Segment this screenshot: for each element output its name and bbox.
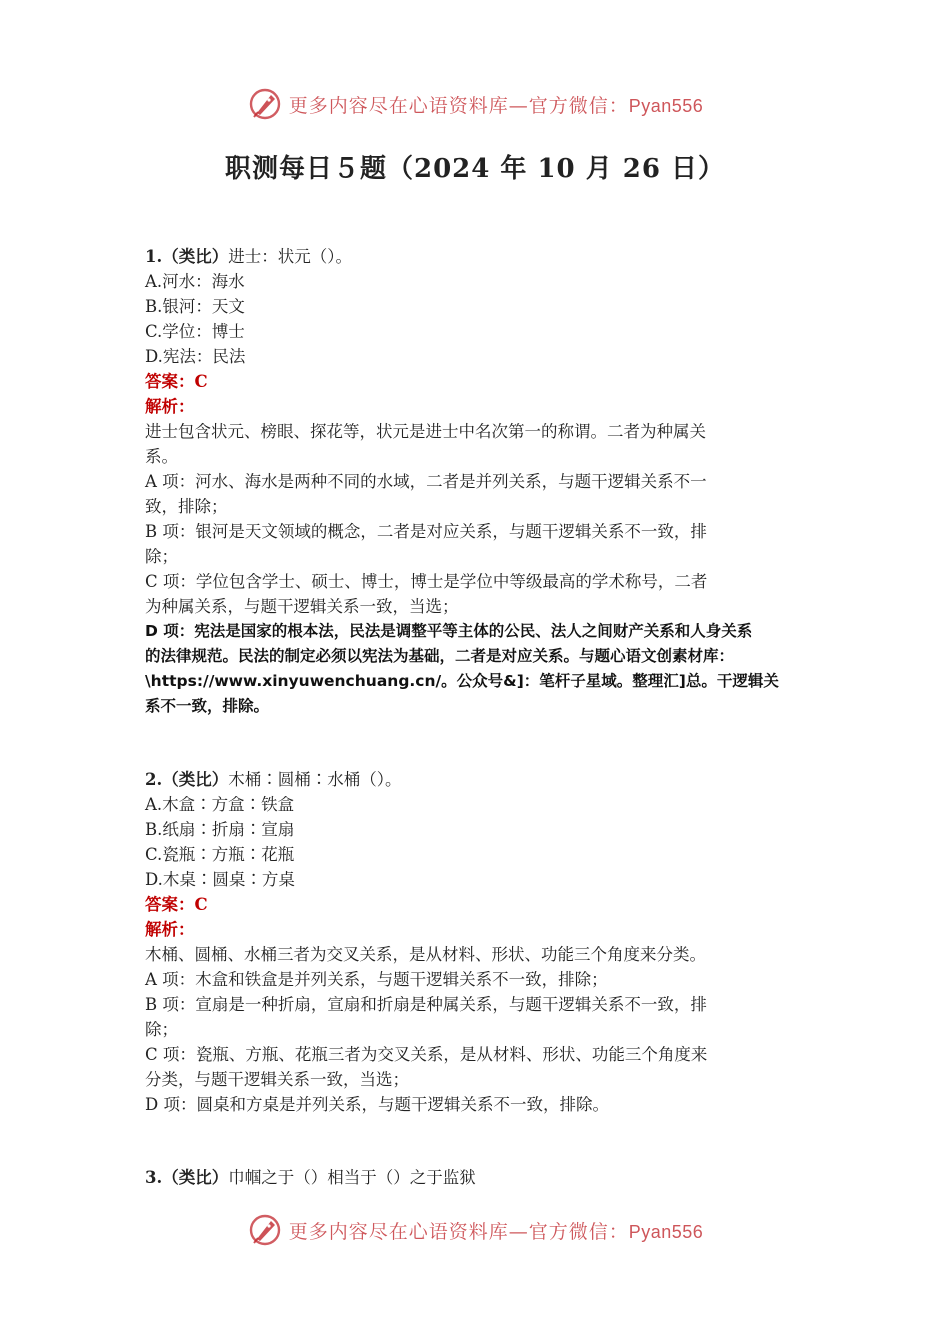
analysis-line: A 项：木盒和铁盒是并列关系，与题干逻辑关系不一致，排除； <box>145 970 608 989</box>
page-title: 职测每日５题（2024 年 10 月 26 日） <box>225 154 725 184</box>
question-stem: 1.（类比）进士：状元（）。 <box>145 247 352 266</box>
option-d: D.宪法：民法 <box>145 347 246 366</box>
analysis-line: B 项：银河是天文领域的概念，二者是对应关系，与题干逻辑关系不一致，排 <box>145 522 707 541</box>
option-d: D.木桌∶圆桌∶方桌 <box>145 870 295 889</box>
question-number: 3.（类比） <box>145 1168 229 1187</box>
analysis-line: 系。 <box>145 447 178 466</box>
analysis-label: 解析： <box>145 920 195 939</box>
analysis-line: 木桶、圆桶、水桶三者为交叉关系，是从材料、形状、功能三个角度来分类。 <box>145 945 706 964</box>
analysis-line: 除； <box>145 1020 178 1039</box>
analysis-line: 系不一致，排除。 <box>145 697 270 715</box>
analysis-line: 进士包含状元、榜眼、探花等，状元是进士中名次第一的称谓。二者为种属关 <box>145 422 706 441</box>
header-watermark <box>0 86 950 122</box>
question-stem: 3.（类比）巾帼之于（）相当于（）之于监狱 <box>145 1168 476 1187</box>
analysis-line: C 项：瓷瓶、方瓶、花瓶三者为交叉关系，是从材料、形状、功能三个角度来 <box>145 1045 708 1064</box>
option-b: B.银河：天文 <box>145 297 245 316</box>
analysis-line: D 项：圆桌和方桌是并列关系，与题干逻辑关系不一致，排除。 <box>145 1095 609 1114</box>
question-number: 1.（类比） <box>145 247 229 266</box>
analysis-line: 分类，与题干逻辑关系一致，当选； <box>145 1070 409 1089</box>
analysis-line: B 项：宣扇是一种折扇，宣扇和折扇是种属关系，与题干逻辑关系不一致，排 <box>145 995 707 1014</box>
answer: 答案：C <box>145 895 208 914</box>
wechat-id: Pyan556 <box>628 1221 704 1242</box>
analysis-line: A 项：河水、海水是两种不同的水域，二者是并列关系，与题干逻辑关系不一 <box>145 472 707 491</box>
watermark-text: 更多内容尽在心语资料库—官方微信：Pyan556 <box>288 1220 704 1243</box>
pen-nib-logo-icon <box>247 86 283 122</box>
option-b: B.纸扇∶折扇∶宣扇 <box>145 820 295 839</box>
analysis-line: 除； <box>145 547 178 566</box>
question-stem: 2.（类比）木桶∶圆桶∶水桶（）。 <box>145 770 402 789</box>
analysis-line: 为种属关系，与题干逻辑关系一致，当选； <box>145 597 459 616</box>
option-a: A.木盒∶方盒∶铁盒 <box>145 795 295 814</box>
footer-watermark <box>0 1212 950 1248</box>
option-a: A.河水：海水 <box>145 272 245 291</box>
option-c: C.瓷瓶∶方瓶∶花瓶 <box>145 845 295 864</box>
wechat-id: Pyan556 <box>628 95 704 116</box>
question-number: 2.（类比） <box>145 770 229 789</box>
analysis-line: \https://www.xinyuwenchuang.cn/。公众号&]：笔杆子星域。整理汇]总。干逻辑关 <box>145 672 779 690</box>
analysis-line: 致，排除； <box>145 497 228 516</box>
analysis-label: 解析： <box>145 397 195 416</box>
question-3 <box>145 1165 807 1190</box>
answer: 答案：C <box>145 372 208 391</box>
analysis-line: C 项：学位包含学士、硕士、博士，博士是学位中等级最高的学术称号，二者 <box>145 572 708 591</box>
question-1 <box>145 244 807 719</box>
watermark-text: 更多内容尽在心语资料库—官方微信：Pyan556 <box>288 94 704 117</box>
analysis-line: 的法律规范。民法的制定必须以宪法为基础，二者是对应关系。与题心语文创素材库： <box>145 647 735 665</box>
option-c: C.学位：博士 <box>145 322 245 341</box>
analysis-line: D 项：宪法是国家的根本法，民法是调整平等主体的公民、法人之间财产关系和人身关系 <box>145 622 753 640</box>
pen-nib-logo-icon <box>247 1212 283 1248</box>
question-2 <box>145 767 807 1117</box>
